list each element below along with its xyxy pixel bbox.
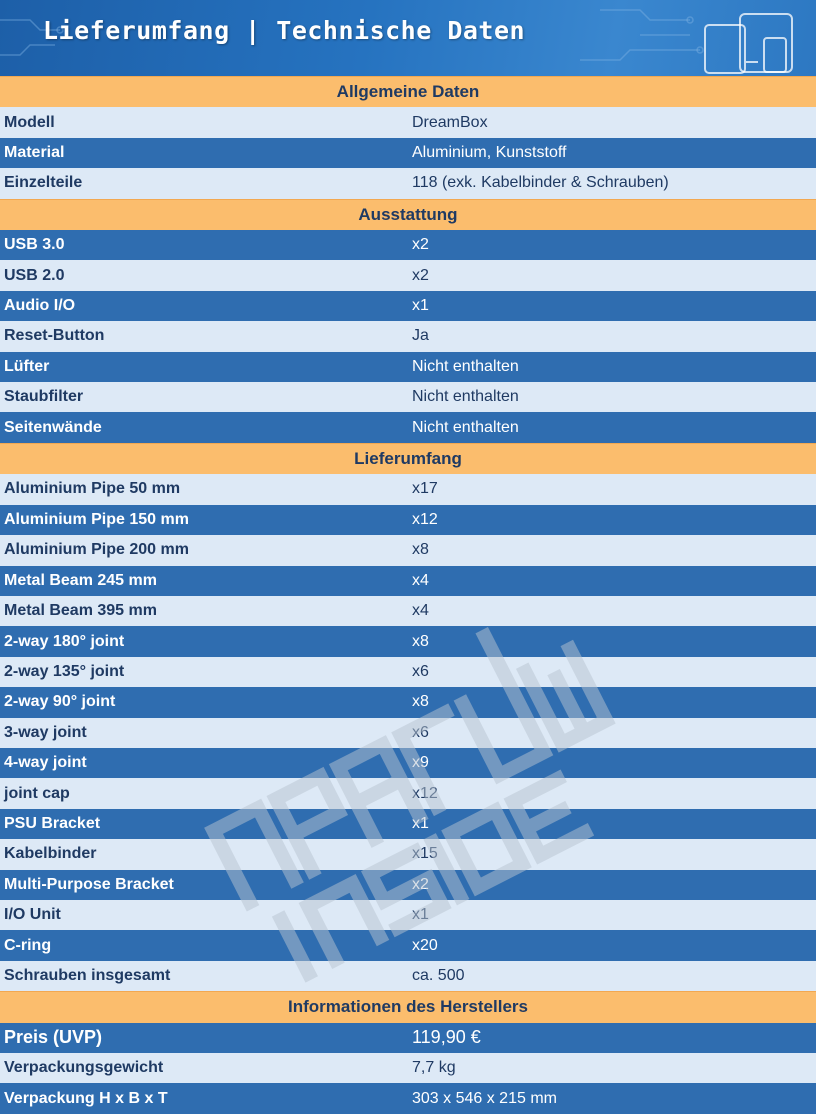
section-title: Allgemeine Daten <box>0 77 816 108</box>
table-row <box>0 626 816 656</box>
row-label: 4-way joint <box>0 748 408 778</box>
table-row <box>0 1083 816 1113</box>
table-row <box>0 230 816 260</box>
row-value: x17 <box>408 474 816 504</box>
row-label: Verpackung H x B x T <box>0 1083 408 1113</box>
row-value: x20 <box>408 930 816 960</box>
row-label: USB 3.0 <box>0 230 408 260</box>
table-row <box>0 1023 816 1053</box>
row-value: x1 <box>408 809 816 839</box>
table-row <box>0 718 816 748</box>
row-label: Einzelteile <box>0 168 408 199</box>
row-value: 118 (exk. Kabelbinder & Schrauben) <box>408 168 816 199</box>
row-value: Aluminium, Kunststoff <box>408 138 816 168</box>
section-header-row <box>0 77 816 108</box>
row-value: Nicht enthalten <box>408 412 816 443</box>
table-row <box>0 870 816 900</box>
page-title: Lieferumfang | Technische Daten <box>43 16 526 45</box>
row-value: x8 <box>408 687 816 717</box>
row-value: x2 <box>408 870 816 900</box>
row-value: x15 <box>408 839 816 869</box>
header-banner <box>0 0 816 76</box>
table-row <box>0 260 816 290</box>
table-row <box>0 474 816 504</box>
table-row <box>0 412 816 443</box>
row-label: PSU Bracket <box>0 809 408 839</box>
row-value: x4 <box>408 596 816 626</box>
table-row <box>0 657 816 687</box>
row-label: Multi-Purpose Bracket <box>0 870 408 900</box>
table-row <box>0 138 816 168</box>
table-row <box>0 107 816 137</box>
table-row <box>0 748 816 778</box>
row-value: ca. 500 <box>408 961 816 992</box>
table-row <box>0 778 816 808</box>
table-row <box>0 352 816 382</box>
table-row <box>0 291 816 321</box>
row-label: Reset-Button <box>0 321 408 351</box>
row-value: 119,90 € <box>408 1023 816 1053</box>
row-value: x1 <box>408 291 816 321</box>
row-label: Metal Beam 395 mm <box>0 596 408 626</box>
row-value: x12 <box>408 778 816 808</box>
row-label: 3-way joint <box>0 718 408 748</box>
row-label: 2-way 180° joint <box>0 626 408 656</box>
table-row <box>0 961 816 992</box>
table-row <box>0 809 816 839</box>
row-label: 2-way 90° joint <box>0 687 408 717</box>
row-label: Staubfilter <box>0 382 408 412</box>
row-label: Material <box>0 138 408 168</box>
table-row <box>0 930 816 960</box>
row-label: Modell <box>0 107 408 137</box>
row-label: C-ring <box>0 930 408 960</box>
row-label: Lüfter <box>0 352 408 382</box>
row-value: x2 <box>408 230 816 260</box>
row-value: Nicht enthalten <box>408 352 816 382</box>
row-value: 303 x 546 x 215 mm <box>408 1083 816 1113</box>
table-row <box>0 535 816 565</box>
row-value: x9 <box>408 748 816 778</box>
row-label: USB 2.0 <box>0 260 408 290</box>
row-label: Audio I/O <box>0 291 408 321</box>
section-header-row <box>0 443 816 474</box>
row-label: Seitenwände <box>0 412 408 443</box>
section-header-row <box>0 992 816 1023</box>
table-row <box>0 596 816 626</box>
row-label: Aluminium Pipe 200 mm <box>0 535 408 565</box>
row-value: x12 <box>408 505 816 535</box>
row-label: Preis (UVP) <box>0 1023 408 1053</box>
row-label: Kabelbinder <box>0 839 408 869</box>
row-value: DreamBox <box>408 107 816 137</box>
table-row <box>0 168 816 199</box>
table-row <box>0 1053 816 1083</box>
table-row <box>0 566 816 596</box>
row-value: x6 <box>408 718 816 748</box>
row-value: x6 <box>408 657 816 687</box>
table-row <box>0 382 816 412</box>
row-label: Aluminium Pipe 50 mm <box>0 474 408 504</box>
table-row <box>0 321 816 351</box>
row-value: x8 <box>408 535 816 565</box>
section-header-row <box>0 199 816 230</box>
row-value: x2 <box>408 260 816 290</box>
row-value: Nicht enthalten <box>408 382 816 412</box>
row-label: I/O Unit <box>0 900 408 930</box>
row-value: x8 <box>408 626 816 656</box>
row-value: Ja <box>408 321 816 351</box>
row-value: x1 <box>408 900 816 930</box>
section-title: Informationen des Herstellers <box>0 992 816 1023</box>
row-label: 2-way 135° joint <box>0 657 408 687</box>
row-label: Verpackungsgewicht <box>0 1053 408 1083</box>
row-label: Metal Beam 245 mm <box>0 566 408 596</box>
section-title: Ausstattung <box>0 199 816 230</box>
table-row <box>0 505 816 535</box>
row-label: joint cap <box>0 778 408 808</box>
row-label: Aluminium Pipe 150 mm <box>0 505 408 535</box>
row-value: 7,7 kg <box>408 1053 816 1083</box>
specs-table <box>0 76 816 1114</box>
section-title: Lieferumfang <box>0 443 816 474</box>
table-row <box>0 687 816 717</box>
row-value: x4 <box>408 566 816 596</box>
table-row <box>0 900 816 930</box>
row-label: Schrauben insgesamt <box>0 961 408 992</box>
table-row <box>0 839 816 869</box>
